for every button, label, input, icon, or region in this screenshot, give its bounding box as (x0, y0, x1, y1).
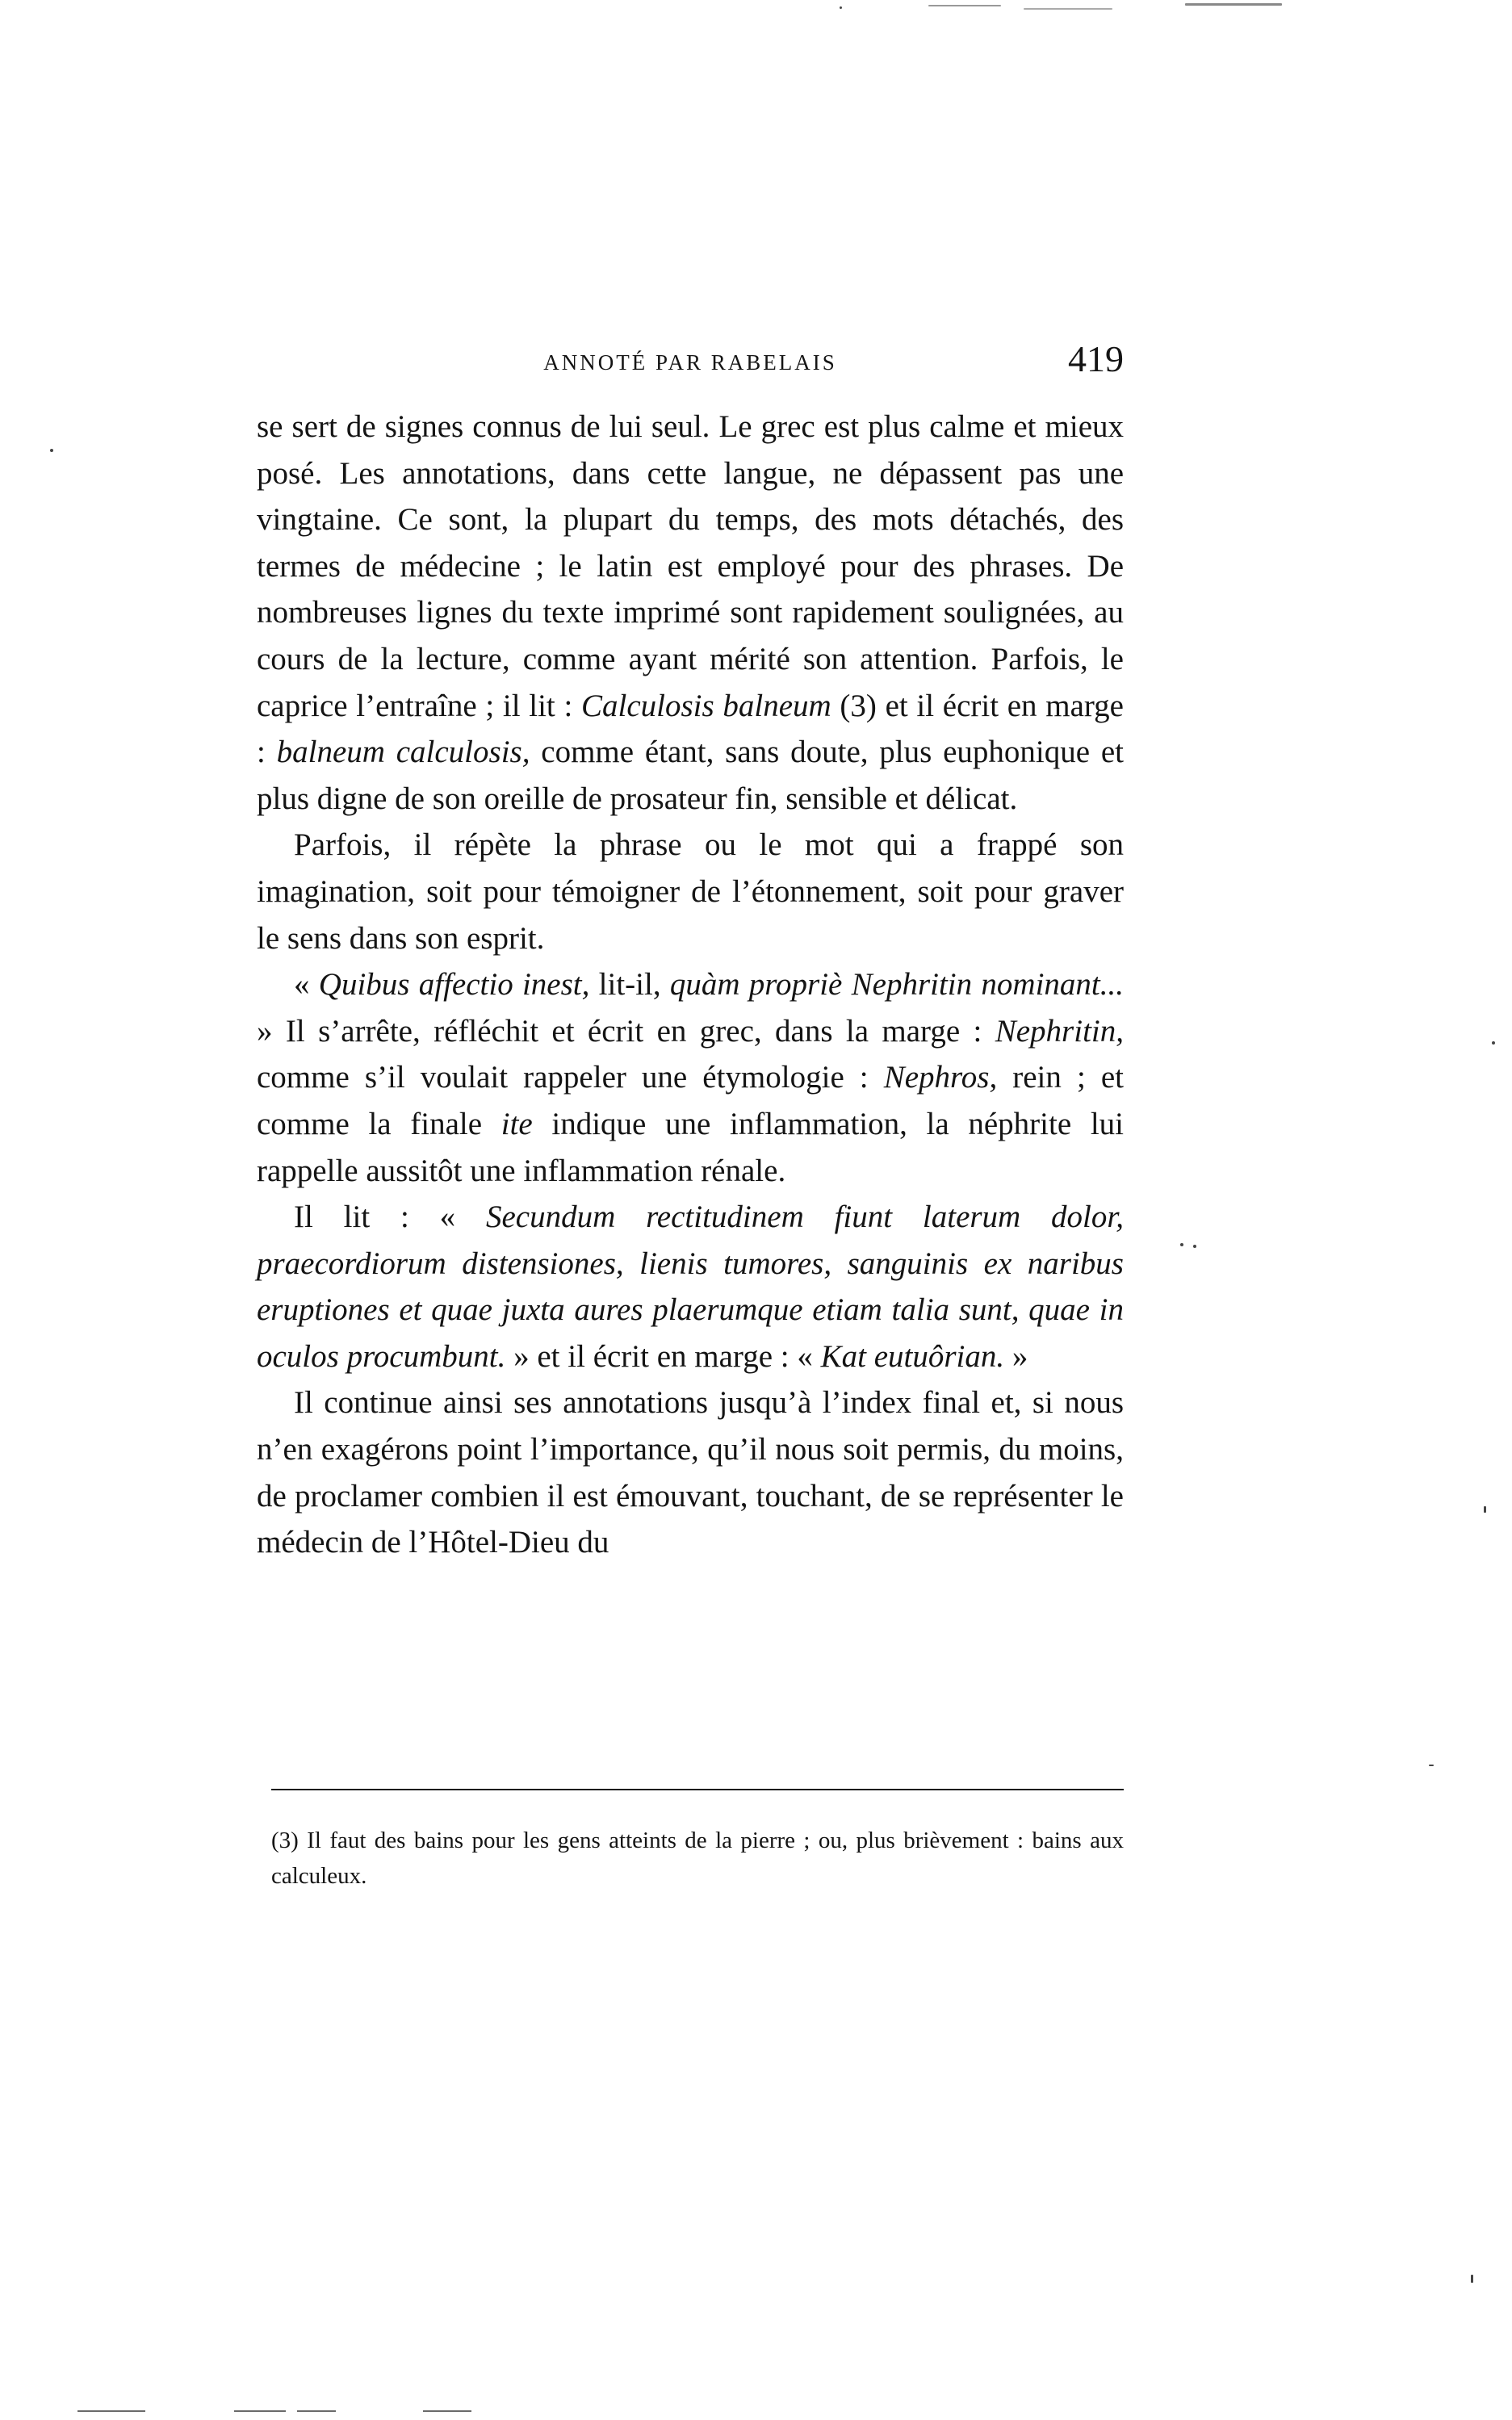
speck (1024, 8, 1112, 10)
text-run: » et il écrit en marge : « (505, 1338, 821, 1374)
text-run: se sert de signes connus de lui seul. Le grec est plus calme et mieux posé. Les annotations, dans cette langue, ne dépassent pas une vingtaine. Ce sont, la plupart du temps, des mots détachés, des termes de médecine ; le latin est employé pour des phrases. De nombreuses lignes du texte imprimé sont rapidement soulignées, au cours de la lecture, comme ayant mérité son attention. Parfois, le caprice l’entraîne ; il lit : (257, 409, 1124, 723)
paragraph-1 (257, 404, 1124, 822)
italic-run: Calculosis balneum (581, 688, 831, 723)
paragraph-4 (257, 1194, 1124, 1380)
text-run: (3) et il écrit en marge : (257, 688, 1124, 770)
text-run: Il lit : « (294, 1200, 486, 1235)
text-run: indique une inflammation, la néphrite lui rappelle aussitôt une inflammation rénale. (257, 1106, 1124, 1188)
italic-run: Nephritin, (995, 1013, 1124, 1049)
italic-run: ite (501, 1106, 533, 1141)
running-title: ANNOTÉ PAR RABELAIS (543, 350, 837, 375)
text-run: « (294, 967, 319, 1003)
italic-run: Nephros, (883, 1060, 998, 1095)
speck (1193, 1245, 1196, 1248)
paragraph-3 (257, 961, 1124, 1194)
scan-edge-mark (423, 2410, 471, 2412)
text-run: rein ; et comme la finale (257, 1060, 1124, 1141)
italic-run: balneum calculosis, (276, 735, 530, 770)
text-run: comme étant, sans doute, plus euphonique et plus digne de son oreille de prosateur fin, sensible et délicat. (257, 735, 1124, 816)
italic-run: quàm propriè Nephritin nominant... (669, 967, 1124, 1003)
text-run: » Il s’arrête, réfléchit et écrit en grec, dans la marge : (257, 1013, 995, 1049)
italic-run: Secundum rectitudinem fiunt laterum dolor, praecordiorum distensiones, lienis tumores, sanguinis ex naribus eruptiones et quae juxta aures plaerumque etiam talia sunt, quae in oculos procumbunt. (257, 1200, 1124, 1374)
speck (1429, 1765, 1434, 1766)
text-run: comme s’il voulait rappeler une étymologie : (257, 1060, 884, 1095)
italic-run: Quibus affectio inest, (318, 967, 590, 1003)
italic-run: Kat eutuôrian. (820, 1338, 1005, 1374)
text-run: » (1004, 1338, 1028, 1374)
scan-edge-mark (77, 2410, 145, 2412)
text-run: lit-il, (589, 967, 670, 1003)
scan-edge-mark (297, 2410, 336, 2412)
speck (1484, 1506, 1486, 1513)
scan-edge-mark (234, 2410, 286, 2412)
speck (840, 6, 842, 9)
body-text (257, 404, 1124, 1566)
speck (50, 449, 53, 452)
speck (1471, 2275, 1473, 2283)
speck (1180, 1243, 1183, 1246)
speck (1185, 3, 1282, 6)
speck (928, 5, 1001, 6)
footnote (271, 1823, 1124, 1894)
footnote-rule (271, 1789, 1124, 1790)
paragraph-5: Il continue ainsi ses annotations jusqu’à l’index final et, si nous n’en exagérons point l’importance, qu’il nous soit permis, du moins, de proclamer combien il est émouvant, touchant, de se représenter le médecin de l’Hôtel-Dieu du (257, 1385, 1124, 1560)
page-number: 419 (1068, 338, 1124, 379)
footnote-3: (3) Il faut des bains pour les gens atteints de la pierre ; ou, plus brièvement : bains aux calculeux. (271, 1828, 1124, 1889)
running-header (257, 336, 1124, 392)
paragraph-2: Parfois, il répète la phrase ou le mot qui a frappé son imagination, soit pour témoigner de l’étonnement, soit pour graver le sens dans son esprit. (257, 827, 1124, 956)
speck (1492, 1041, 1495, 1045)
